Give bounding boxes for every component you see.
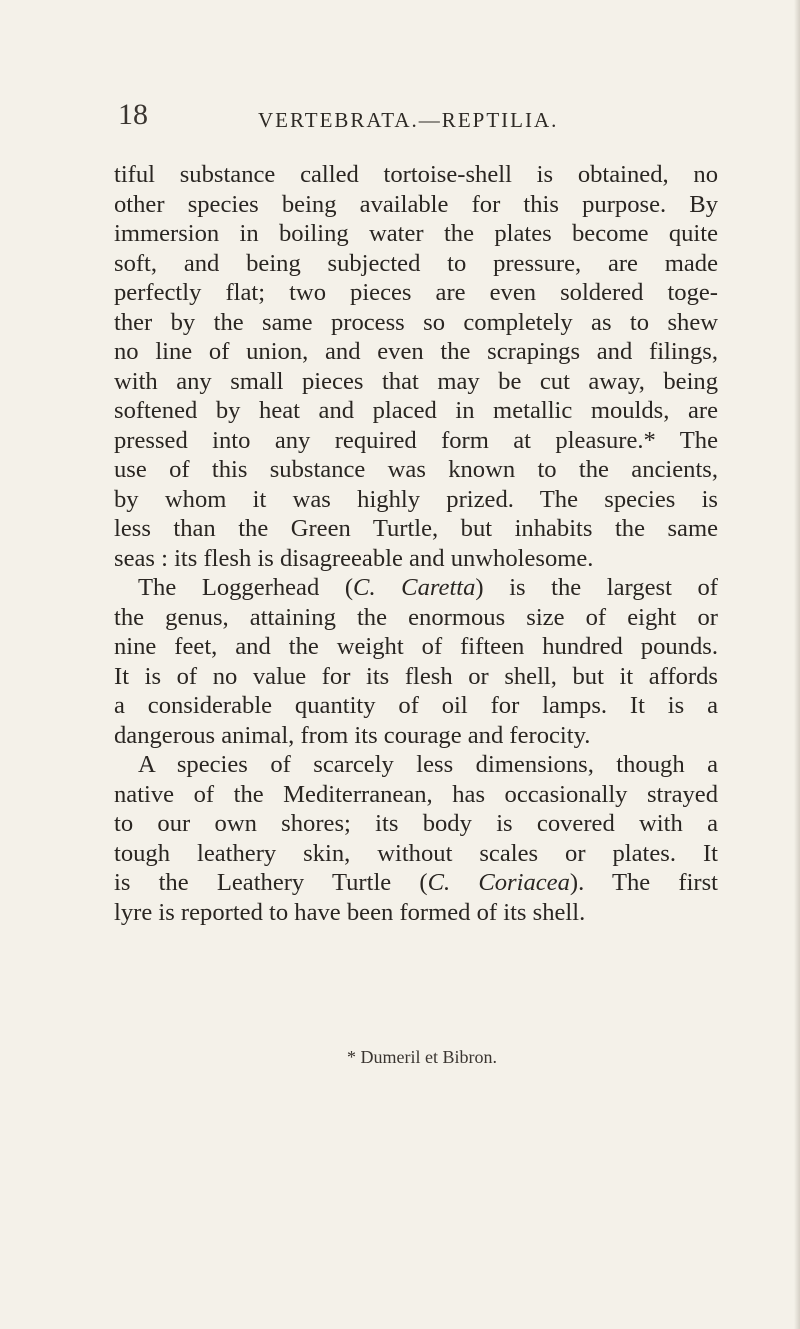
text-line: a considerable quantity of oil for lamps. It is a: [114, 692, 718, 719]
text-line: immersion in boiling water the plates become quite: [114, 220, 718, 247]
text-segment: ) is the largest of: [475, 574, 718, 601]
body-text: [114, 160, 718, 927]
text-line: tiful substance called tortoise-shell is obtained, no: [114, 161, 718, 188]
text-line: less than the Green Turtle, but inhabits the same: [114, 515, 718, 542]
text-line-loggerhead: [114, 573, 718, 603]
running-head: VERTEBRATA.—REPTILIA.: [258, 108, 559, 132]
text-line: no line of union, and even the scrapings and filings,: [114, 338, 718, 365]
text-line: perfectly flat; two pieces are even soldered toge-: [114, 279, 718, 306]
page-header: [118, 98, 698, 138]
text-line: lyre is reported to have been formed of its shell.: [114, 898, 586, 926]
text-segment: The Loggerhead (: [138, 574, 354, 601]
text-line: soft, and being subjected to pressure, are made: [114, 249, 718, 277]
text-segment: is the Leathery Turtle (: [114, 869, 428, 896]
text-line: dangerous animal, from its courage and ferocity.: [114, 721, 591, 749]
text-line: pressed into any required form at pleasure.* The: [114, 426, 718, 454]
text-line: It is of no value for its flesh or shell, but it affords: [114, 662, 718, 690]
text-line: by whom it was highly prized. The species is: [114, 485, 718, 513]
species-name-caretta: C. Caretta: [353, 574, 476, 601]
text-line: softened by heat and placed in metallic moulds, are: [114, 397, 718, 424]
text-line: seas : its flesh is disagreeable and unwholesome.: [114, 544, 594, 572]
text-line: to our own shores; its body is covered with a: [114, 810, 718, 837]
footnote-text: * Dumeril et Bibron.: [347, 1047, 497, 1067]
footnote: [0, 1047, 800, 1068]
text-segment: ). The first: [569, 869, 719, 896]
text-line: nine feet, and the weight of fifteen hundred pounds.: [114, 633, 718, 660]
species-name-coriacea: C. Coriacea: [427, 869, 570, 896]
text-line: the genus, attaining the enormous size of eight or: [114, 603, 718, 631]
page-number: 18: [118, 98, 148, 131]
text-line: ther by the same process so completely as to shew: [114, 308, 718, 336]
text-line-coriacea: [114, 868, 718, 898]
text-line: with any small pieces that may be cut away, being: [114, 367, 718, 395]
text-line: tough leathery skin, without scales or plates. It: [114, 839, 718, 867]
text-line: native of the Mediterranean, has occasionally strayed: [114, 780, 718, 808]
text-line: other species being available for this purpose. By: [114, 190, 718, 218]
text-line: A species of scarcely less dimensions, though a: [138, 751, 718, 778]
page-edge: [794, 0, 800, 1329]
text-line: use of this substance was known to the ancients,: [114, 456, 718, 483]
